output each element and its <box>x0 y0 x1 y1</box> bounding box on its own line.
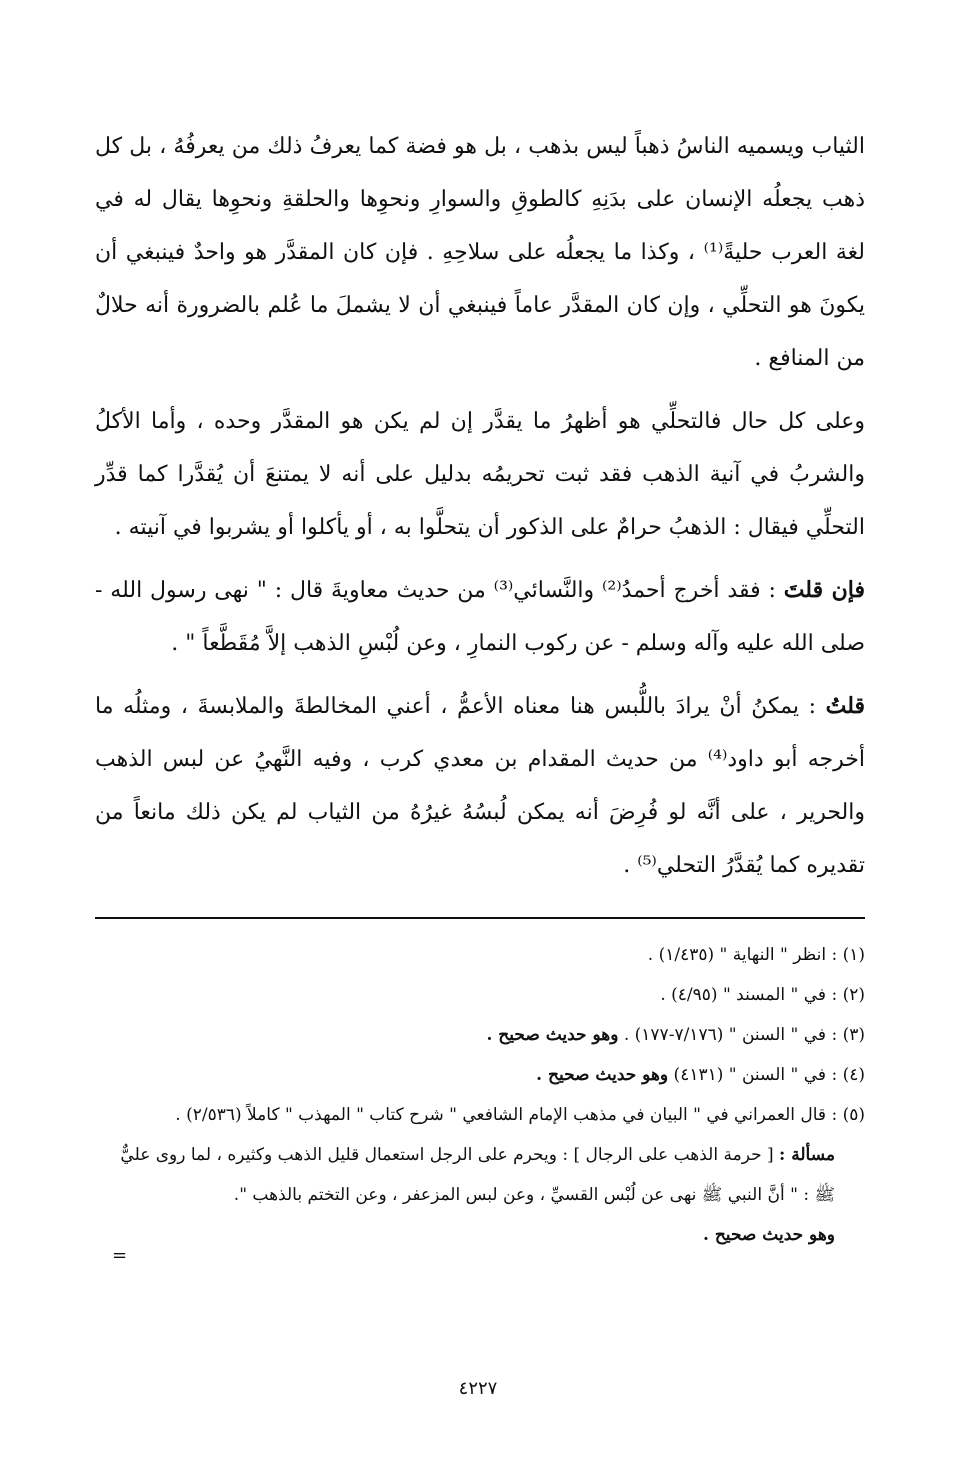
footnote-1: (١) : انظر " النهاية " (١/٤٣٥) . <box>647 945 865 965</box>
paragraph-3-lead: فإن قلتَ <box>783 577 866 603</box>
footnote-2: (٢) : في " المسند " (٤/٩٥) . <box>660 985 865 1005</box>
paragraph-4 <box>95 680 865 892</box>
paragraph-2: وعلى كل حال فالتحلِّي هو أظهرُ ما يقدَّر إن لم يكن هو المقدَّر وحده ، وأما الأكلُ والشربُ في آنية الذهب فقد ثبت تحريمُه بدليل على أنه لا يمتنعَ أن يُقدَّرا كما قدِّر التحلِّي فيقال : الذهبُ حرامٌ على الذكور أن يتحلَّوا به ، أو يأكلوا أو يشربوا في آنيته . <box>95 409 865 540</box>
paragraph-3 <box>95 564 865 670</box>
footnote-5-grade: وهو حديث صحيح . <box>703 1225 835 1245</box>
paragraph-4-lead: قلتُ <box>825 693 865 719</box>
footnote-5-quote-text: [ حرمة الذهب على الرجال ] : ويحرم على الرجل استعمال قليل الذهب وكثيره ، لما روى عليٌّ ﷺ : " أنَّ النبي ﷺ نهى عن لُبْس القسيِّ ، وعن لبس المزعفر ، وعن التختم بالذهب ". <box>120 1145 835 1205</box>
footnote-4 <box>95 1055 865 1095</box>
main-text <box>95 120 865 902</box>
footnote-5-lead: مسألة : <box>779 1145 835 1165</box>
footnotes <box>95 935 865 1255</box>
footnote-3-grade: وهو حديث صحيح . <box>486 1025 619 1045</box>
paragraph-1: الثياب ويسميه الناسُ ذهباً ليس بذهب ، بل هو فضة كما يعرفُ ذلك من يعرفُهُ ، بل كل ذهب يجعلُه الإنسان على بدَنِهِ كالطوقِ والسوارِ ونحوِها والحلقةِ ونحوِها يقال له في لغة العرب حليةً⁽¹⁾ ، وكذا ما يجعلُه على سلاحِهِ . فإن كان المقدَّر هو واحدٌ فينبغي أن يكونَ هو التحلِّي ، وإن كان المقدَّر عاماً فينبغي أن لا يشملَ ما عُلم بالضرورة أنه حلالٌ من المنافع . <box>95 134 865 371</box>
footnote-4-text: (٤) : في " السنن " (٤١٣١) <box>673 1065 865 1085</box>
continuation-marker: = <box>112 1245 128 1266</box>
page-number: ٤٢٢٧ <box>458 1378 498 1399</box>
footnote-5-quote <box>95 1135 865 1215</box>
footnote-3 <box>95 1015 865 1055</box>
paragraph-3-text: : فقد أخرج أحمدُ⁽²⁾ والنَّسائي⁽³⁾ من حديث معاويةَ قال : " نهى رسول الله - صلى الله عليه وآله وسلم - عن ركوب النمارِ ، وعن لُبْسِ الذهب إلاَّ مُقَطَّعاً " . <box>95 578 865 656</box>
paragraph-4-text: : يمكنُ أنْ يرادَ باللُّبس هنا معناه الأعمُّ ، أعني المخالطةَ والملابسةَ ، ومثلُه ما أخرجه أبو داود⁽⁴⁾ من حديث المقدام بن معدي كرب ، وفيه النَّهيُ عن لبس الذهب والحرير ، على أنَّه لو فُرِضَ أنه يمكن لُبسُهُ غيرُهُ من الثياب لم يكن ذلك مانعاً من تقديره كما يُقدَّرُ التحلي⁽⁵⁾ . <box>95 694 865 878</box>
footnote-5: (٥) : قال العمراني في " البيان في مذهب الإمام الشافعي " شرح كتاب " المهذب " كاملاً (٢/٥٣٦) . <box>175 1105 865 1125</box>
footnote-divider <box>95 917 865 919</box>
footnote-4-grade: وهو حديث صحيح . <box>536 1065 669 1085</box>
footnote-3-text: (٣) : في " السنن " (٧/١٧٦-١٧٧) . <box>623 1025 865 1045</box>
